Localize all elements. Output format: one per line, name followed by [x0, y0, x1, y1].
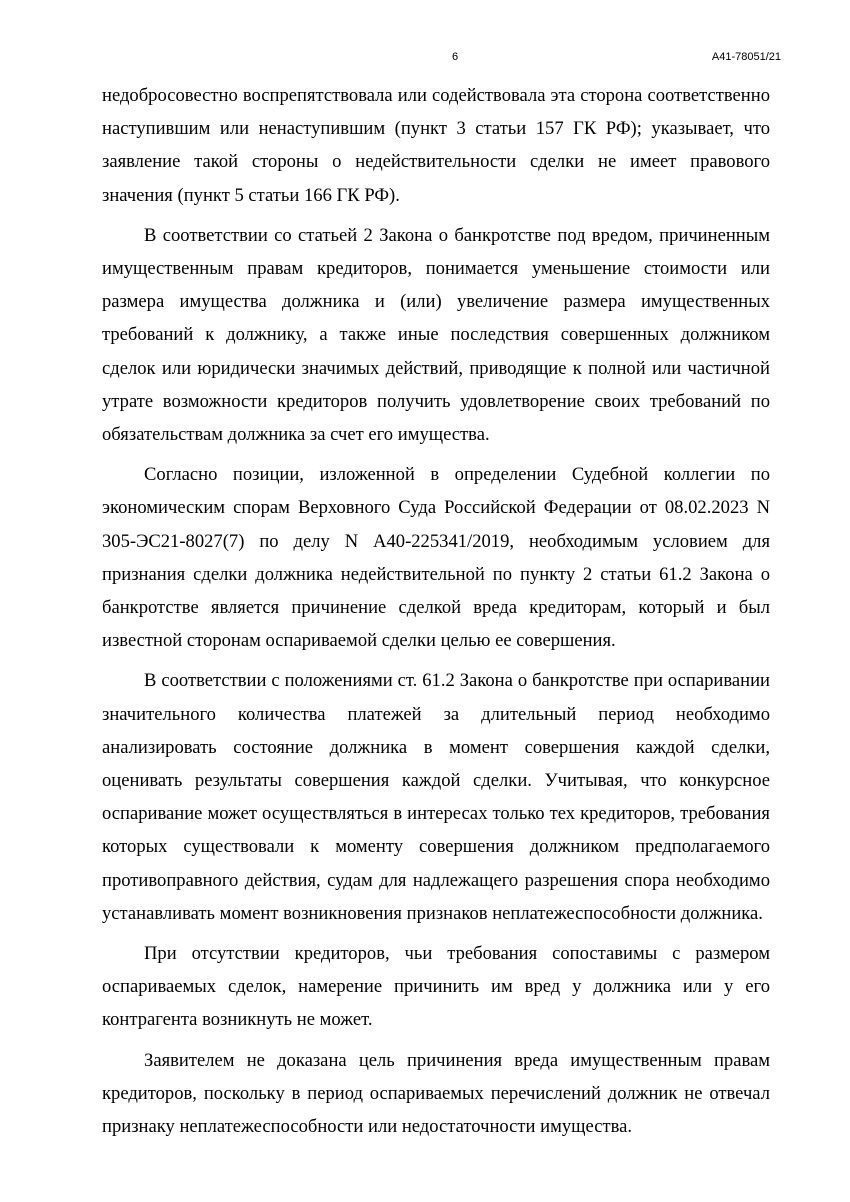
paragraph-payments-analysis: В соответствии с положениями ст. 61.2 Закона о банкротстве при оспаривании значительного количества платежей за длительный период необходимо анализировать состояние должника в момент совершения каждой сделки, оценивать результаты совершения каждой сделки. Учитывая, что конкурсное оспаривание может осуществляться в интересах только тех кредиторов, требования которых существовали к моменту совершения должником предполагаемого противоправного действия, судам для надлежащего разрешения спора необходимо устанавливать момент возникновения признаков неплатежеспособности должника.	[102, 670, 770, 924]
paragraph-harm-definition: В соответствии со статьей 2 Закона о банкротстве под вредом, причиненным имущественным правам кредиторов, понимается уменьшение стоимости или размера имущества должника и (или) увеличение размера имущественных требований к должнику, а также иные последствия совершенных должником сделок или юридически значимых действий, приводящие к полной или частичной утрате возможности кредиторов получить удовлетворение своих требований по обязательствам должника за счет его имущества.	[102, 224, 770, 446]
case-number: А41-78051/21	[711, 51, 781, 63]
paragraph-no-creditors: При отсутствии кредиторов, чьи требования сопоставимы с размером оспариваемых сделок, намерение причинить им вред у должника или у его контрагента возникнуть не может.	[102, 943, 770, 1031]
paragraph-conclusion: Заявителем не доказана цель причинения вреда имущественным правам кредиторов, поскольку в период оспариваемых перечислений должник не отвечал признаку неплатежеспособности или недостаточности имущества.	[102, 1049, 770, 1138]
paragraph-supreme-court-position: Согласно позиции, изложенной в определении Судебной коллегии по экономическим спорам Верховного Суда Российской Федерации от 08.02.2023 N 305-ЭС21-8027(7) по делу N А40-225341/2019, необходимым условием для признания сделки должника недействительной по пункту 2 статьи 61.2 Закона о банкротстве является причинение сделкой вреда кредиторам, который и был известной сторонам оспариваемой сделки целью ее совершения.	[102, 464, 770, 652]
paragraph-continuation: недобросовестно воспрепятствовала или содействовала эта сторона соответственно наступившим или ненаступившим (пункт 3 статьи 157 ГК РФ); указывает, что заявление такой стороны о недействительности сделки не имеет правового значения (пункт 5 статьи 166 ГК РФ).	[102, 85, 770, 206]
document-body	[102, 79, 770, 1143]
page-number: 6	[451, 51, 459, 63]
